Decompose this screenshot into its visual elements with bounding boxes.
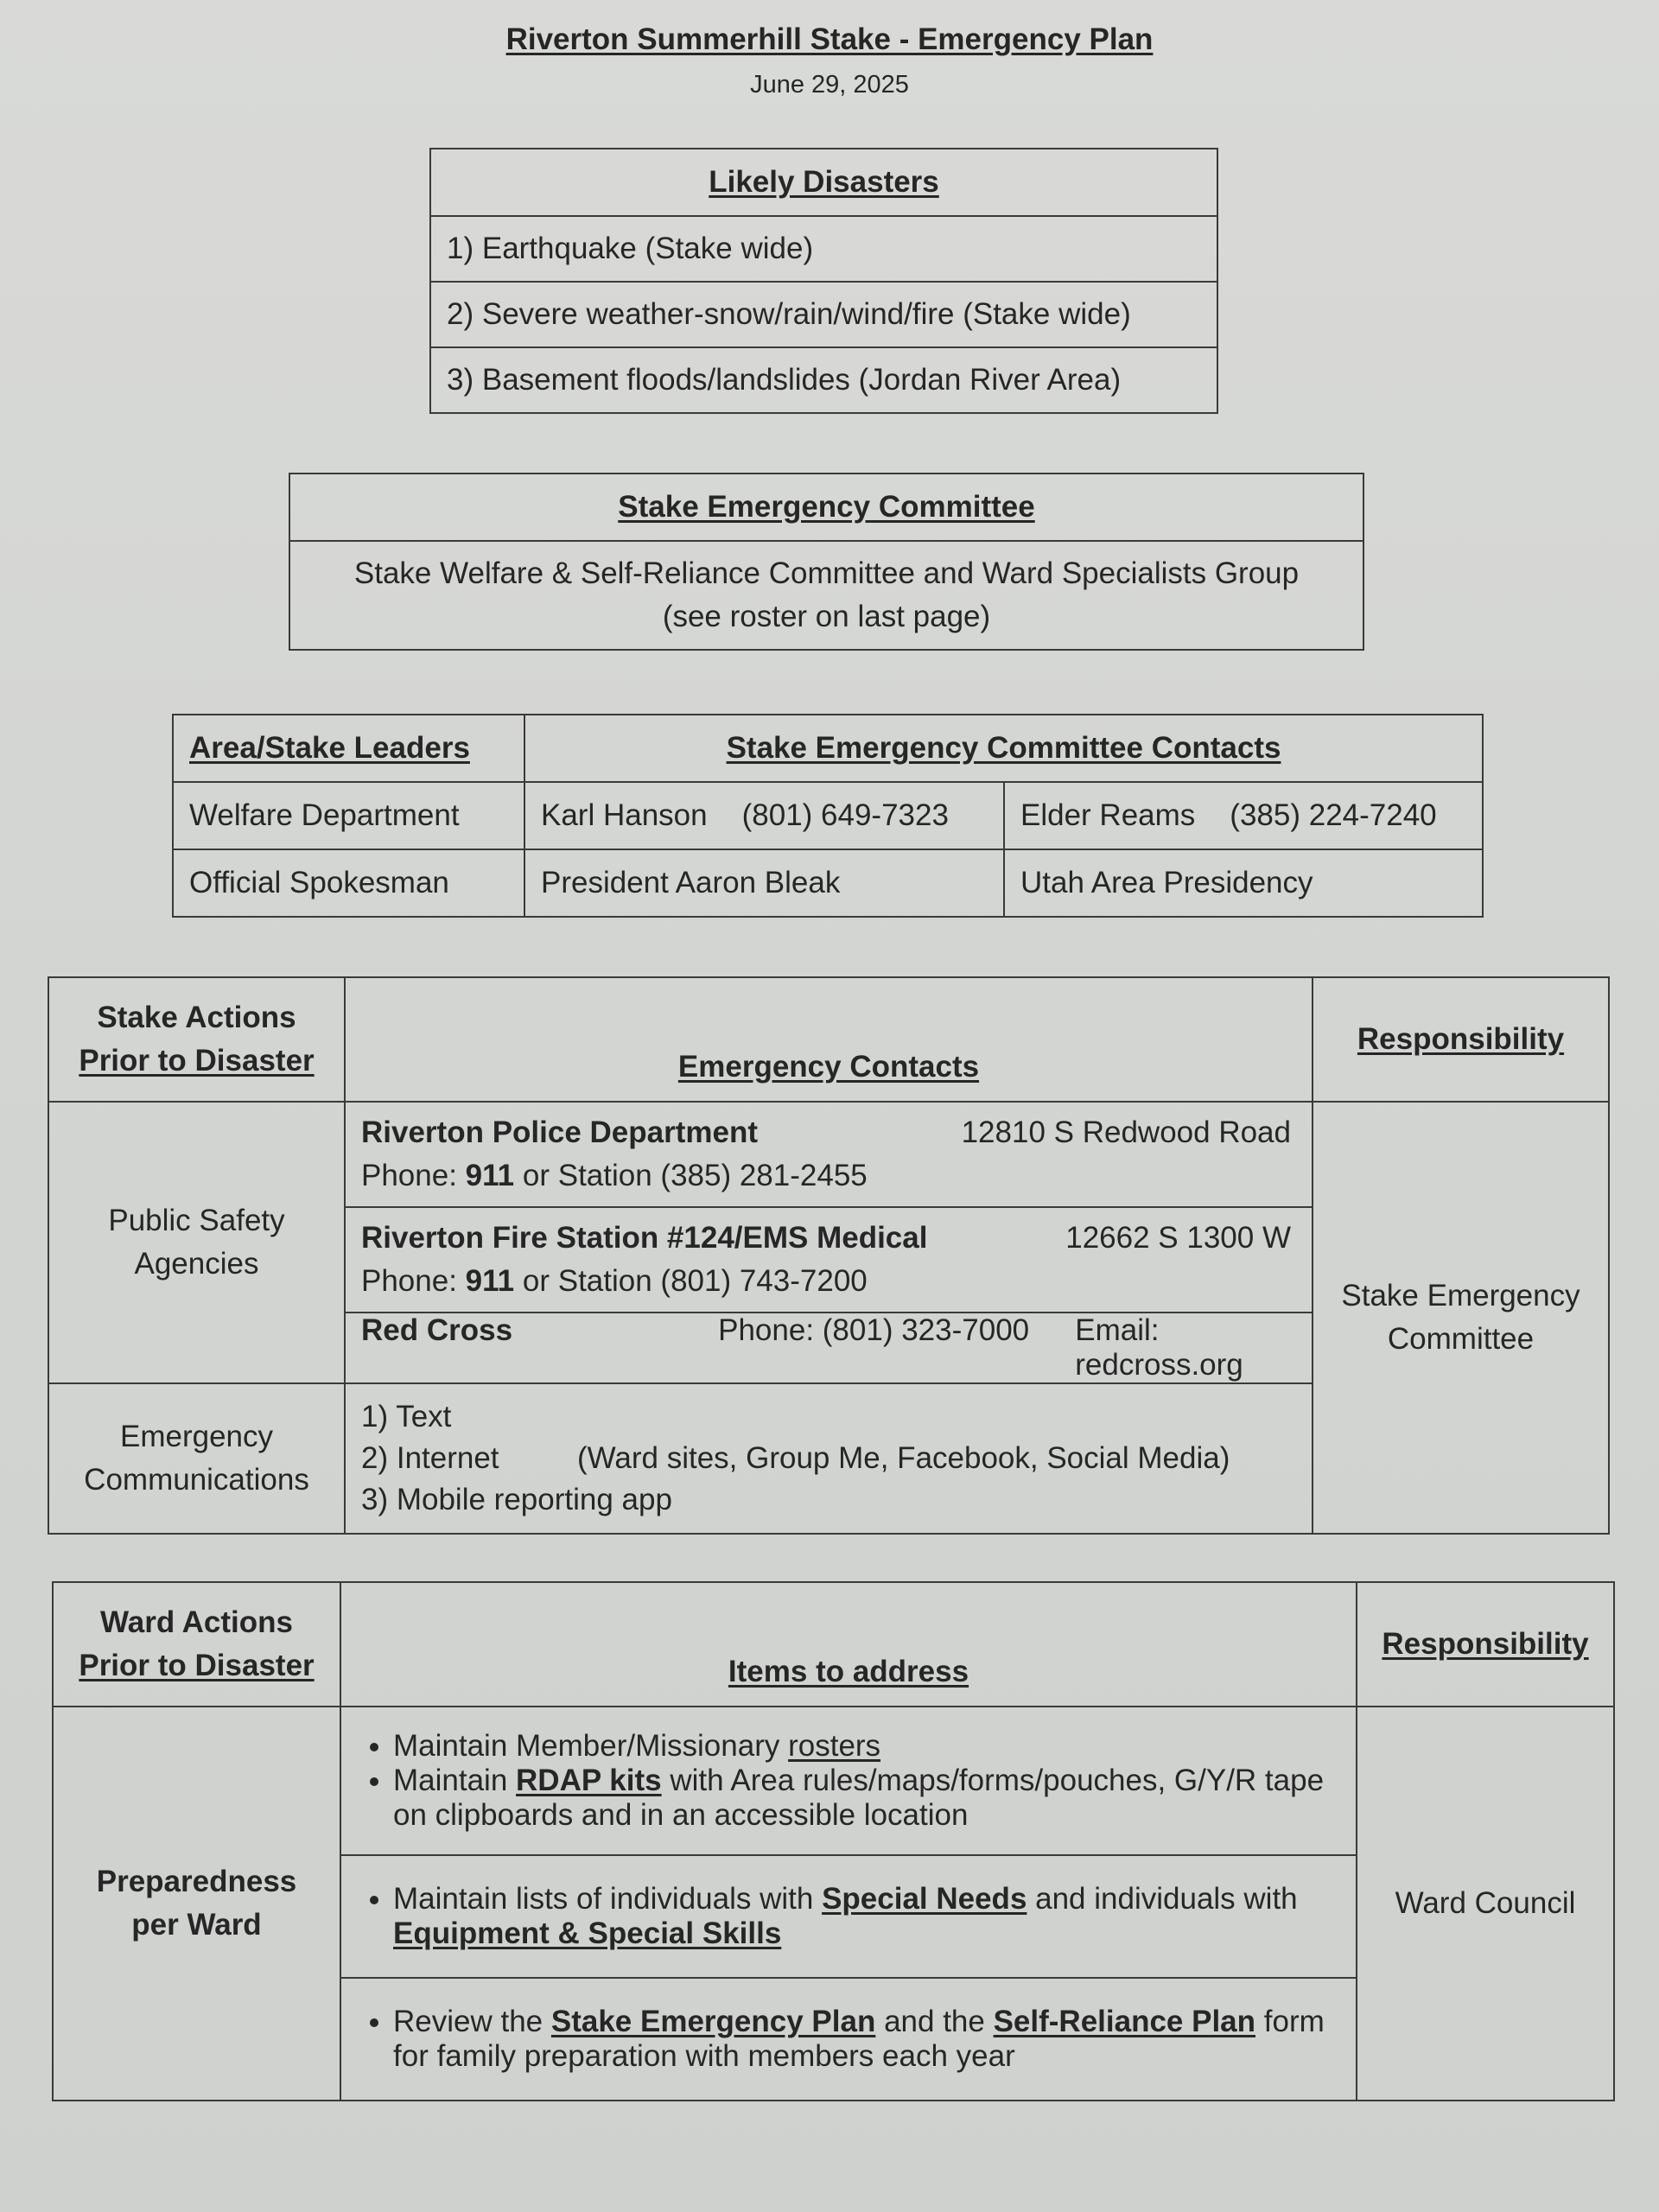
public-safety-line2: Agencies [134, 1247, 259, 1281]
item-text: and the [875, 2005, 994, 2038]
stake-responsibility-line2: Committee [1387, 1322, 1535, 1356]
police-contact [345, 1102, 1313, 1207]
public-safety-agencies-label [48, 1102, 345, 1383]
stake-actions-heading-line2: Prior to Disaster [79, 1044, 315, 1077]
table-row [173, 782, 1483, 849]
leaders-col2-heading: Stake Emergency Committee Contacts [524, 715, 1483, 782]
page-date: June 29, 2025 [750, 71, 909, 99]
red-cross-email: Email: redcross.org [1075, 1313, 1243, 1382]
ward-item-group [340, 1707, 1357, 1855]
table-row [173, 849, 1483, 917]
fire-contact [345, 1207, 1313, 1313]
stake-actions-table [48, 976, 1610, 1535]
red-cross-name: Red Cross [361, 1313, 513, 1347]
disaster-item: 1) Earthquake (Stake wide) [430, 216, 1217, 282]
ward-item-group [340, 1978, 1357, 2101]
comms-item2: 2) Internet [361, 1441, 499, 1475]
stake-committee-heading: Stake Emergency Committee [289, 474, 1363, 541]
item-text: Maintain [393, 1764, 517, 1797]
contact-phone: (801) 649-7323 [741, 798, 949, 832]
item-text: with Area rules/maps/forms/pouches, G/Y/R tape on clipboards and in an accessible location [393, 1764, 1325, 1832]
stake-committee-table [289, 473, 1364, 651]
emergency-comms-line2: Communications [84, 1463, 309, 1497]
item-emphasis: Self-Reliance Plan [993, 2005, 1256, 2038]
stake-responsibility-heading: Responsibility [1313, 977, 1609, 1102]
contact-phone: (385) 224-7240 [1230, 798, 1437, 832]
ward-item-group [340, 1855, 1357, 1978]
preparedness-line2: per Ward [131, 1908, 262, 1942]
red-cross-contact [345, 1313, 1313, 1383]
likely-disasters-table [429, 148, 1218, 414]
stake-actions-heading-line1: Stake Actions [97, 1001, 296, 1034]
contact-name: Elder Reams [1020, 798, 1196, 832]
list-item [393, 1764, 1356, 1833]
stake-responsibility [1313, 1102, 1609, 1534]
contact-name: Utah Area Presidency [1004, 849, 1483, 917]
ward-actions-table [52, 1581, 1615, 2101]
leaders-col1-heading: Area/Stake Leaders [173, 715, 524, 782]
emergency-contacts-heading: Emergency Contacts [345, 977, 1313, 1102]
communications-list [345, 1383, 1313, 1534]
stake-actions-heading [48, 977, 345, 1102]
police-phone-rest: or Station (385) 281-2455 [522, 1159, 868, 1192]
comms-item2-note: (Ward sites, Group Me, Facebook, Social Media) [577, 1441, 1230, 1475]
items-to-address-heading: Items to address [340, 1582, 1357, 1707]
disaster-item: 3) Basement floods/landslides (Jordan River Area) [430, 347, 1217, 413]
stake-committee-body [289, 541, 1363, 650]
leader-contact [1004, 782, 1483, 849]
emergency-comms-line1: Emergency [119, 1420, 274, 1453]
item-emphasis: Stake Emergency Plan [550, 2005, 876, 2038]
public-safety-line1: Public Safety [108, 1204, 285, 1237]
leader-role: Welfare Department [173, 782, 524, 849]
ward-actions-heading-line1: Ward Actions [100, 1605, 293, 1639]
list-item: 1) Text [361, 1400, 452, 1433]
police-phone-label: Phone: [361, 1159, 457, 1192]
item-emphasis: rosters [788, 1729, 881, 1763]
ward-actions-heading [53, 1582, 340, 1707]
item-text: form for family preparation with members each year [393, 2005, 1325, 2073]
item-emphasis: Equipment & Special Skills [393, 1916, 782, 1950]
item-emphasis: RDAP kits [516, 1764, 662, 1797]
red-cross-phone: Phone: (801) 323-7000 [718, 1313, 1030, 1347]
item-text: and individuals with [1027, 1882, 1298, 1916]
page-title: Riverton Summerhill Stake - Emergency Plan [505, 22, 1154, 56]
fire-phone-main: 911 [465, 1264, 515, 1298]
leaders-table [172, 714, 1484, 918]
fire-name: Riverton Fire Station #124/EMS Medical [361, 1221, 928, 1255]
stake-committee-line1: Stake Welfare & Self-Reliance Committee and Ward Specialists Group [353, 556, 1300, 590]
disaster-item: 2) Severe weather-snow/rain/wind/fire (Stake wide) [430, 282, 1217, 347]
fire-address: 12662 S 1300 W [1065, 1221, 1291, 1255]
fire-phone-label: Phone: [361, 1264, 457, 1298]
police-phone-main: 911 [465, 1159, 515, 1192]
police-address: 12810 S Redwood Road [961, 1116, 1291, 1149]
fire-phone-rest: or Station (801) 743-7200 [522, 1264, 868, 1298]
ward-actions-heading-line2: Prior to Disaster [79, 1649, 315, 1682]
ward-responsibility-heading: Responsibility [1357, 1582, 1614, 1707]
likely-disasters-heading: Likely Disasters [430, 149, 1217, 216]
leader-role: Official Spokesman [173, 849, 524, 917]
ward-responsibility: Ward Council [1357, 1707, 1614, 2101]
contact-name: President Aaron Bleak [524, 849, 1004, 917]
item-text: Maintain Member/Missionary [393, 1729, 789, 1763]
list-item [393, 1882, 1356, 1951]
contact-name: Karl Hanson [541, 798, 708, 832]
list-item [361, 1438, 1312, 1479]
preparedness-line1: Preparedness [96, 1865, 297, 1898]
preparedness-per-ward-label [53, 1707, 340, 2101]
item-emphasis: Special Needs [822, 1882, 1027, 1916]
stake-responsibility-line1: Stake Emergency [1341, 1279, 1580, 1313]
list-item [393, 2005, 1356, 2074]
leader-contact [524, 782, 1004, 849]
list-item [393, 1729, 1356, 1764]
police-name: Riverton Police Department [361, 1116, 758, 1149]
stake-committee-line2: (see roster on last page) [662, 600, 991, 633]
emergency-communications-label [48, 1383, 345, 1534]
item-text: Maintain lists of individuals with [393, 1882, 823, 1916]
item-text: Review the [393, 2005, 551, 2038]
list-item: 3) Mobile reporting app [361, 1483, 672, 1516]
